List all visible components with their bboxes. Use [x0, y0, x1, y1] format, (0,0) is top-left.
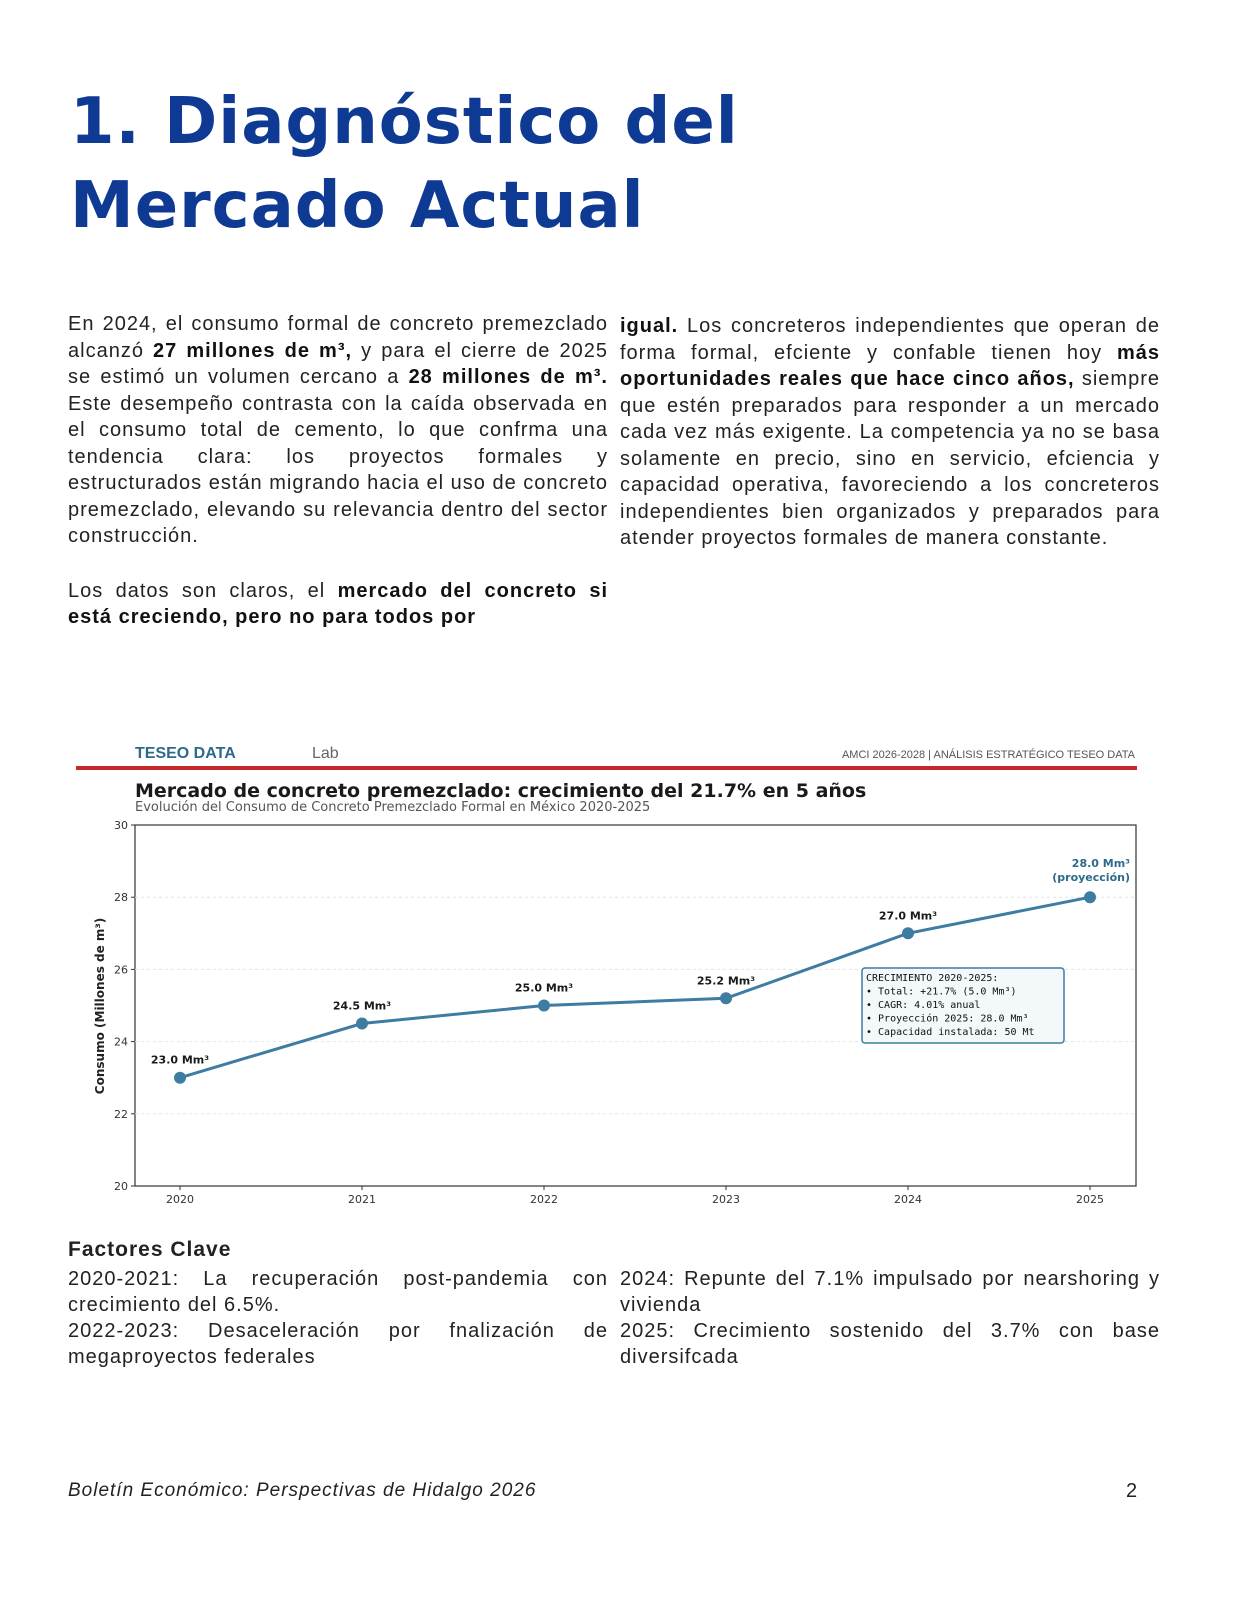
data-label: 27.0 Mm³: [878, 909, 938, 923]
factor-item: 2025: Crecimiento sostenido del 3.7% con base diversifcada: [620, 1320, 1160, 1368]
emphasis-text: más oportunidades reales que hace cinco años,: [620, 341, 1160, 390]
data-point: [356, 1018, 368, 1030]
data-point: [174, 1072, 186, 1084]
text-run: siempre que estén preparados para responder a un mercado cada vez más exigente. La competencia ya no se basa solamente en precio, sino en servicio, efciencia y capacidad operativa, favoreciendo a los concreteros independientes bien organizados y preparados para atender proyectos formales de manera constante.: [620, 368, 1160, 549]
annotation-box: [862, 968, 1064, 1043]
y-tick-label: 24: [114, 1035, 128, 1049]
y-tick-label: 20: [114, 1180, 128, 1193]
chart-header-right: AMCI 2026-2028 | ANÁLISIS ESTRATÉGICO TESEO DATA: [841, 749, 1135, 761]
x-tick-label: 2022: [530, 1193, 558, 1206]
annotation-line: • Proyección 2025: 28.0 Mm³: [866, 1013, 1029, 1025]
data-label: 25.0 Mm³: [514, 981, 574, 995]
title-line-2: Mercado Actual: [70, 169, 645, 243]
line-chart: [76, 736, 1140, 1214]
page-title: [70, 80, 830, 248]
annotation-line: • Total: +21.7% (5.0 Mm³): [866, 986, 1017, 998]
x-axis-ticks: [166, 1186, 1104, 1206]
x-tick-label: 2024: [894, 1193, 922, 1206]
x-tick-label: 2020: [166, 1193, 194, 1206]
data-label: 24.5 Mm³: [332, 999, 392, 1013]
data-label: 25.2 Mm³: [696, 974, 756, 988]
paragraph-3: [620, 313, 1160, 552]
text-run: Los datos son claros, el: [68, 579, 338, 602]
y-axis-ticks: [114, 819, 135, 1193]
data-label-note: (proyección): [1052, 871, 1130, 885]
y-axis-label: Consumo (Millones de m³): [93, 917, 107, 1095]
page-number: 2: [1126, 1480, 1138, 1502]
emphasis-text: 28 millones de m³.: [408, 366, 608, 388]
paragraph-1: [68, 311, 608, 550]
data-point: [538, 1000, 550, 1012]
chart-subtitle: Evolución del Consumo de Concreto Premezclado Formal en México 2020-2025: [135, 800, 651, 815]
factor-item: 2024: Repunte del 7.1% impulsado por nearshoring y vivienda: [620, 1268, 1160, 1316]
footer-publication: Boletín Económico: Perspectivas de Hidalgo 2026: [68, 1480, 537, 1501]
factors-title: Factores Clave: [68, 1238, 232, 1261]
annotation-line: • CAGR: 4.01% anual: [866, 1000, 981, 1011]
y-tick-label: 30: [114, 819, 128, 832]
text-run: Los concreteros independientes que operan de forma formal, efciente y confable tienen hoy: [620, 315, 1160, 364]
x-tick-label: 2023: [712, 1193, 740, 1206]
data-point: [720, 992, 732, 1004]
chart-title: Mercado de concreto premezclado: crecimiento del 21.7% en 5 años: [135, 780, 867, 802]
chart-header-rule: [76, 766, 1137, 770]
chart-figure: [76, 736, 1140, 1214]
data-point: [1084, 891, 1096, 903]
annotation-line: • Capacidad instalada: 50 Mt: [866, 1027, 1035, 1038]
text-run: Este desempeño contrasta con la caída observada en el consumo total de cemento, lo que confrma una tendencia clara: los proyectos formales y estructurados están migrando hacia el uso de concreto premezclado, elevando su relevancia dentro del sector construcción.: [68, 392, 608, 547]
x-tick-label: 2021: [348, 1193, 376, 1206]
emphasis-text: 27 millones de m³,: [153, 339, 353, 362]
data-label: 28.0 Mm³: [1071, 857, 1130, 871]
y-tick-label: 22: [114, 1107, 128, 1121]
factor-item: 2022-2023: Desaceleración por fnalización de megaproyectos federales: [68, 1320, 608, 1368]
annotation-line: CRECIMIENTO 2020-2025:: [866, 973, 999, 984]
x-tick-label: 2025: [1076, 1193, 1104, 1206]
y-tick-label: 26: [114, 963, 128, 977]
text-run: En 2024, el consumo formal de concreto premezclado alcanzó: [68, 313, 608, 362]
title-line-1: 1. Diagnóstico del: [70, 85, 739, 159]
y-tick-label: 28: [114, 891, 128, 905]
emphasis-text: igual.: [620, 315, 679, 337]
factor-item: 2020-2021: La recuperación post-pandemia con crecimiento del 6.5%.: [68, 1268, 608, 1316]
paragraph-2: [68, 578, 608, 631]
data-label: 23.0 Mm³: [150, 1053, 210, 1067]
text-run: y para el cierre de 2025 se estimó un volumen cercano a: [68, 339, 608, 388]
body-column-right: [620, 313, 1160, 552]
chart-brand: TESEO DATA: [135, 745, 236, 762]
emphasis-text: mercado del concreto si está creciendo, pero no para todos por: [68, 579, 608, 628]
body-column-left: [68, 311, 608, 631]
data-point: [902, 927, 914, 939]
chart-brand-lab: Lab: [312, 745, 339, 762]
